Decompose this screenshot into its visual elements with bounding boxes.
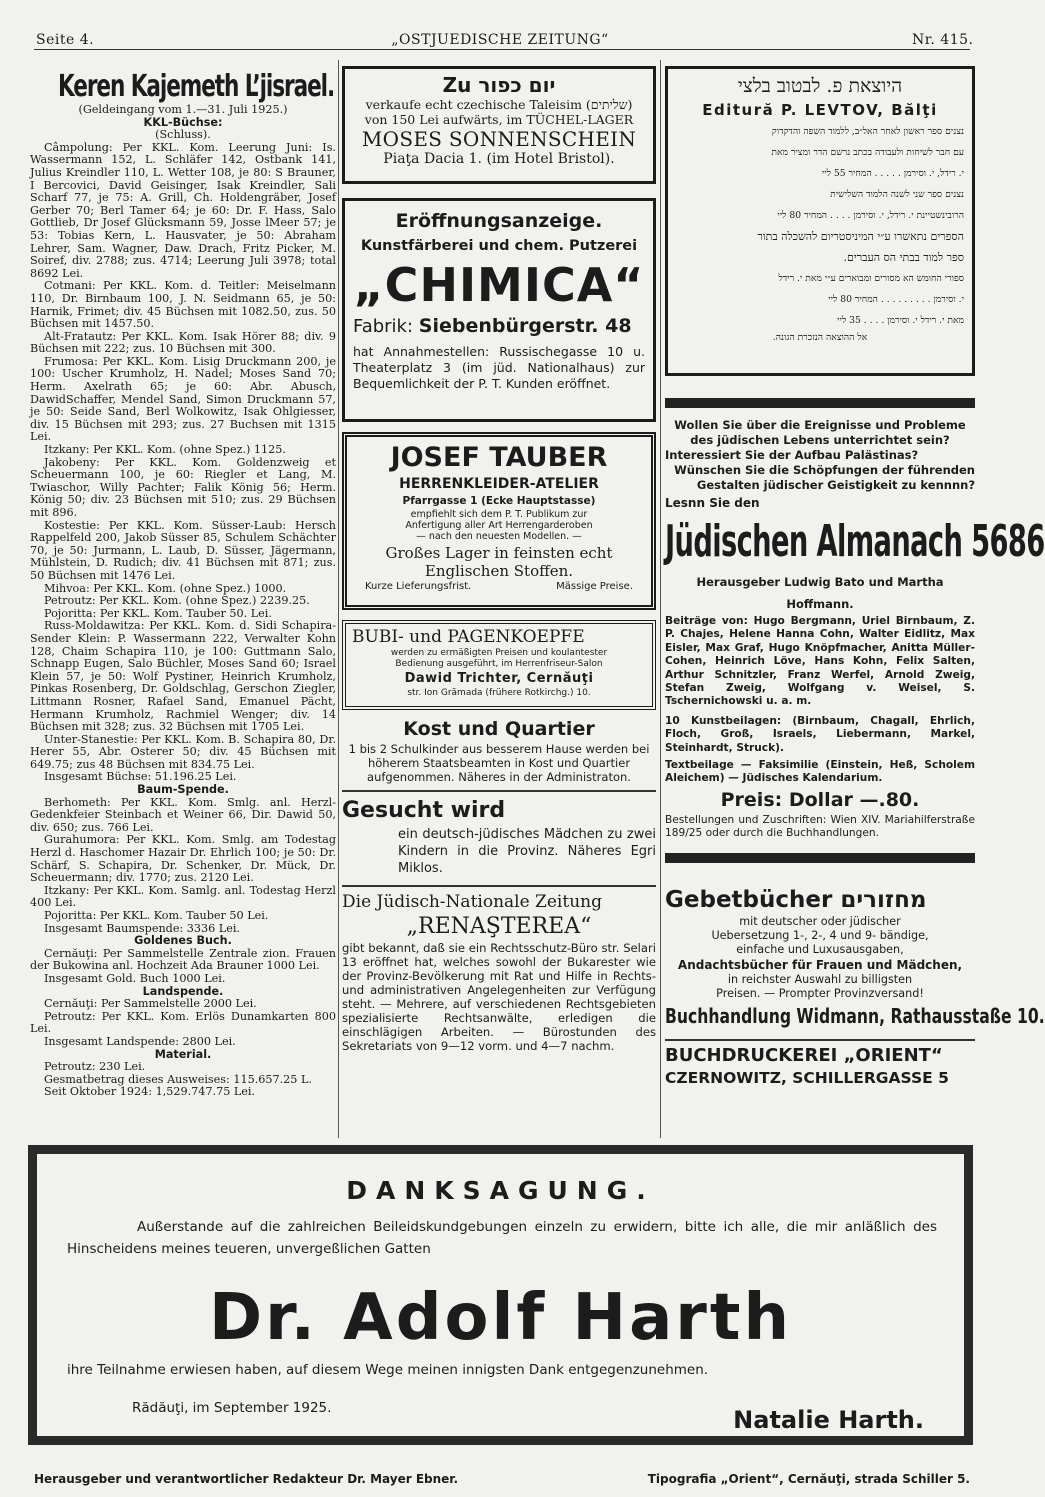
ad-line: mit deutscher oder jüdischer Uebersetzung 1-, 2-, 4 und 9- bändige, einfache und Luxusausgaben,: [711, 914, 929, 956]
section-heading: Baum-Spende.: [137, 783, 229, 797]
ad-text: Textbeilage — Faksimilie (Einstein, Heß, Scholem Aleichem) — Jüdisches Kalendarium.: [665, 759, 975, 785]
section-note: (Schluss).: [155, 128, 211, 142]
ad-title: Zu יום כפור: [442, 73, 556, 97]
ad-editors: Herausgeber Ludwig Bato und Martha Hoffmann.: [696, 575, 944, 611]
ad-line: ספורי החומש הא מסורים ומבוארים ע״י מאת י. רידל: [778, 273, 964, 284]
ad-line: י. וסירמן . . . . . . . . . המחיר 80 ליי: [828, 294, 964, 305]
ad-head: Gesucht wird: [342, 798, 506, 823]
ad-bar: [665, 853, 975, 863]
footer-printer: Tipografia „Orient“, Cernăuţi, strada Schiller 5.: [647, 1472, 970, 1486]
ad-chimica: [342, 198, 656, 422]
ad-text: ein deutsch-jüdisches Mädchen zu zwei Kindern in die Provinz. Näheres Egri Miklos.: [398, 827, 656, 876]
ad-text: 1 bis 2 Schulkinder aus besserem Hause werden bei höherem Staatsbeamten in Kost und Quartier aufgenommen. Näheres in der Administraton.: [348, 742, 650, 784]
ad-head: Die Jüdisch-Nationale Zeitung: [342, 892, 602, 912]
ad-line: Andachtsbücher für Frauen und Mädchen,: [677, 957, 963, 972]
column-rule: [338, 60, 339, 1138]
ad-kost: [342, 716, 656, 784]
ad-address: Pfarrgasse 1 (Ecke Hauptstasse): [402, 495, 596, 507]
ad-line: empfiehlt sich dem P. T. Publikum zur: [410, 509, 588, 520]
ad-line: BUCHDRUCKEREI „ORIENT“: [665, 1044, 943, 1066]
ad-brand: „CHIMICA“: [353, 258, 645, 312]
report-paragraph: Petroutz: 230 Lei.: [44, 1060, 146, 1074]
report-paragraph: Insgesamt Baumspende: 3336 Lei.: [44, 921, 240, 935]
ad-line: י. רידל, י. וסירמן . . . . . המחיר 55 ליי: [821, 168, 964, 179]
ad-contributors: Beiträge von: Hugo Bergmann, Uriel Birnbaum, Z. P. Chajes, Helene Hanna Cohn, Walter Eidlitz, Max Eisler, Max Graf, Hugo Knöpfmacher, Anitta Müller-Cohen, Heinrich Löve, Hans Kohn, Felix Salten, Arthur Schnitzler, Franz Werfel, Arnold Zweig, Stefan Zweig, Wolfgang v. Weisel, S. Tschernichowski u. a. m.: [665, 615, 975, 708]
ad-address: Piaţa Dacia 1. (im Hotel Bristol).: [383, 151, 615, 167]
ads-right-column: [665, 66, 1045, 1089]
report-paragraph: Pojoritta: Per KKL. Kom. Tauber 50 Lei.: [44, 909, 269, 922]
report-paragraph: Alt-Fratautz: Per KKL. Kom. Isak Hörer 88; div. 9 Büchsen mit 222; zus. 10 Büchsen mit 300.: [30, 329, 336, 356]
kkl-title: Keren Kajemeth L’jisrael.: [58, 69, 335, 104]
section-heading: Goldenes Buch.: [134, 934, 232, 948]
danksagung-notice: [28, 1145, 973, 1445]
ad-yomkippur: [342, 66, 656, 184]
factory-label: Fabrik:: [353, 316, 414, 337]
report-paragraph: Insgesamt Gold. Buch 1000 Lei.: [44, 971, 226, 985]
report-paragraph: Unter-Stanestie: Per KKL. Kom. B. Schapira 80, Dr. Herer 55, Abr. Osterer 50; div. 45 Büchsen mit 649.75; zus 48 Büchsen mit 834.75 Lei.: [30, 732, 336, 771]
notice-place: Rădăuţi, im September 1925.: [132, 1400, 332, 1416]
ad-renasterea: [342, 891, 656, 1053]
ads-middle-column: [342, 66, 656, 1053]
ad-lead: Lesnn Sie den: [665, 496, 760, 510]
report-paragraph: Itzkany: Per KKL. Kom. Samlg. anl. Todestag Herzl 400 Lei.: [30, 883, 336, 910]
report-paragraph: Petroutz: Per KKL. Kom. (ohne Spez.) 2239.25.: [44, 594, 310, 608]
page-number: Seite 4.: [36, 32, 95, 48]
notice-title: DANKSAGUNG.: [346, 1176, 655, 1205]
issue-number: Nr. 415.: [912, 32, 974, 48]
ad-left: Kurze Lieferungsfrist.: [365, 581, 472, 592]
ad-line: הספרים נתאשרו ע״י המיניסטריום להשכלה בתור: [757, 230, 964, 243]
ad-name: „RENAŞTEREA“: [406, 914, 592, 939]
ad-name: Dawid Trichter, Cernăuţi: [404, 671, 594, 686]
report-paragraph: Câmpolung: Per KKL. Kom. Leerung Juni: Is. Wassermann 152, L. Schläfer 142, Ostbank 141, Julius Kreindler 110, L. Wetter 108, je 80: S Brauner, I Bercovici, David Geisinger, Isak Kreindler, Sali Scharf 77, je 75: A. Grill, Ch. Holdengräber, Josef Gerber 70; Berl Tamer 64; je 60: Dr. F. Hass, Salo Gottlieb, Dr Josef Glücksmann 59, Josse lMeer 57; je 53: Tobias Kern, L. Hausvater, je 50: Abraham Lehrer, Sam. Wagner, Daw. Drach, Fritz Picker, M. Soiref, div. 2788; zus. 4714; Leerung Juli 3978; total 8692 Lei.: [30, 140, 336, 280]
ad-line: Anfertigung aller Art Herrengarderoben: [405, 520, 593, 531]
report-paragraph: Itzkany: Per KKL. Kom. (ohne Spez.) 1125.: [44, 443, 286, 457]
ad-line: נצנים ספר ראשון לאחר האל״ב, ללמוד השפה והדקדוק: [771, 126, 964, 137]
header-rule: [34, 49, 970, 50]
ad-orient: [665, 1045, 975, 1089]
almanach-title: Jüdischen Almanach 5686: [665, 516, 1045, 567]
ad-bar: [665, 398, 975, 408]
notice-text: ihre Teilnahme erwiesen haben, auf diesem Wege meinen innigsten Dank entgegenzunehmen.: [67, 1362, 709, 1378]
ad-footer: אל ההוצאה הנזכרת הגונה.: [772, 332, 868, 343]
ad-head: Kost und Quartier: [403, 718, 595, 740]
column-rule: [660, 60, 661, 1138]
ad-bubi: [342, 620, 656, 710]
ad-name: JOSEF TAUBER: [390, 442, 608, 473]
ad-line: Großes Lager in feinsten echt: [385, 544, 613, 562]
ad-art: 10 Kunstbeilagen: (Birnbaum, Chagall, Ehrlich, Floch, Groß, Israels, Liebermann, Markel, Steinhardt, Struck).: [665, 714, 975, 754]
ad-head: Gebetbücher מחזורים: [665, 886, 927, 913]
ad-rule: [665, 1039, 975, 1041]
ad-head: BUBI- und PAGENKOEPFE: [352, 627, 585, 647]
ad-text: gibt bekannt, daß sie ein Rechtsschutz-Büro str. Selari 13 eröffnet hat, welches sowohl der Bukarester wie der Provinz-Bevölkerung mit Rat und Hilfe in Rechts- und administrativen Angelegenheiten zur Verfügung steht. — Mehrere, auf verschiedenen Rechtsgebieten spezialisierte Rechtsanwälte, erledigen die einschlägigen Arbeiten. — Bürostunden des Sekretariats von 9—12 vorm. und 4—7 nachm.: [342, 941, 656, 1053]
ad-order: Bestellungen und Zuschriften: Wien XIV. Mariahilferstraße 189/25 oder durch die Buchhandlungen.: [665, 813, 975, 840]
ad-text: hat Annahmestellen: Russischegasse 10 u. Theaterplatz 3 (im jüd. Nationalhaus) zur Bequemlichkeit der P. T. Kunden eröffnet.: [353, 344, 645, 391]
report-paragraph: Berhometh: Per KKL. Kom. Smlg. anl. Herzl-Gedenkfeier Steinbach et Weiner 66, Dir. Dawid 50, div. 650; zus. 766 Lei.: [30, 795, 336, 834]
ad-factory: [353, 313, 645, 340]
report-paragraph: Mihvoa: Per KKL. Kom. (ohne Spez.) 1000.: [44, 581, 287, 595]
factory-address: Siebenbürgerstr. 48: [418, 315, 632, 337]
notice-text: Außerstande auf die zahlreichen Beileidskundgebungen einzeln zu erwidern, bitte ich alle, die mir anläßlich des Hinscheidens meines teueren, unvergeßlichen Gatten: [67, 1219, 937, 1257]
ad-line: werden zu ermäßigten Preisen und koulantester: [390, 648, 608, 658]
report-paragraph: Cernăuţi: Per Sammelstelle 2000 Lei.: [44, 997, 257, 1011]
section-heading: Landspende.: [142, 984, 224, 998]
footer-editor: Herausgeber und verantwortlicher Redakteur Dr. Mayer Ebner.: [34, 1472, 459, 1486]
ad-address: str. Ion Grămada (frühere Rotkirchg.) 10.: [407, 688, 591, 698]
ad-gesucht: [342, 796, 656, 877]
ad-question: Interessiert Sie der Aufbau Palästinas?: [665, 448, 919, 462]
ad-hebrew-head: היוצאת פ. לבטוב בלצי: [737, 75, 903, 97]
ad-name: MOSES SONNENSCHEIN: [361, 127, 637, 151]
ad-gebet: [665, 885, 1045, 1031]
kkl-subtitle: (Geldeingang vom 1.—31. Juli 1925.): [78, 103, 288, 116]
ad-head: Eröffnungsanzeige.: [395, 210, 603, 232]
section-heading: Material.: [154, 1047, 212, 1061]
report-paragraph: Cotmani: Per KKL. Kom. d. Teitler: Meiselmann 110, Dr. Birnbaum 100, J. N. Seidmann 65, je 50: Harnik, Frimet; div. 45 Büchsen mit 1082.50, zus. 50 Büchsen mit 1457.50.: [30, 279, 336, 331]
ad-sub: HERRENKLEIDER-ATELIER: [399, 476, 599, 492]
deceased-name: Dr. Adolf Harth: [209, 1281, 792, 1355]
ad-line: Englischen Stoffen.: [424, 562, 574, 580]
ad-line: in reichster Auswahl zu billigsten Preisen. — Prompter Provinzversand!: [716, 972, 924, 1000]
ad-line: CZERNOWITZ, SCHILLERGASSE 5: [665, 1068, 949, 1087]
ad-line: — nach den neuesten Modellen. —: [416, 531, 582, 542]
ad-shop: Buchhandlung Widmann, Rathausstaße 10.: [665, 1003, 1045, 1028]
newspaper-title: „OSTJUEDISCHE ZEITUNG“: [391, 32, 609, 48]
ad-tauber: [342, 432, 656, 610]
report-paragraph: Petroutz: Per KKL. Kom. Erlös Dunamkarten 800 Lei.: [30, 1009, 336, 1036]
notice-signature: Natalie Harth.: [733, 1406, 924, 1434]
ad-question: Wünschen Sie die Schöpfungen der führenden Gestalten jüdischer Geistigkeit zu kennnn?: [674, 463, 975, 492]
ad-line: עם חבר לשיחות ולעבודה בכתב נרשם הדר ומציר מאת: [771, 147, 964, 158]
report-paragraph: Kostestie: Per KKL. Kom. Süsser-Laub: Hersch Rappelfeld 200, Jakob Süsser 85, Schulem Schächter 70, je 50: Jurmann, L. Laub, D. Süsser, Jägermann, Mühlstein, D. Rudich; div. 41 Büchsen mit 871; zus. 50 Büchsen mit 1476 Lei.: [30, 518, 336, 582]
ad-footer: [355, 580, 643, 594]
ad-line: verkaufe echt czechische Taleisim (שליתים): [365, 97, 633, 112]
ad-almanach: [665, 418, 1045, 841]
ad-sub: Kunstfärberei und chem. Putzerei: [360, 238, 638, 254]
ad-line: הרובינשטיינת י. רידל, י. וסירמן . . . . המחיר 80 ליי: [777, 210, 964, 221]
ad-line: נצנים ספר שני לשנה הלמוד השלישית: [830, 189, 964, 200]
report-paragraph: Pojoritta: Per KKL. Kom. Tauber 50. Lei.: [44, 606, 272, 620]
report-paragraph: Insgesamt Büchse: 51.196.25 Lei.: [44, 770, 237, 784]
ad-levtov: [665, 66, 975, 376]
ad-price: Preis: Dollar —.80.: [720, 788, 920, 811]
report-paragraph: Frumosa: Per KKL. Kom. Lisig Druckmann 200, je 100: Uscher Krumholz, H. Nadel; Moses Sand 70; Herm. Axelrath 65; je 60: Abr. Abusch, DawidSchaffer, Mendel Sand, Simon Druckmann 57, je 50: Seide Sand, Berl Wolkowitz, Isak Ohlgiesser, div. 15 Büchsen mit 293; zus. 27 Buchsen mit 1315 Lei.: [30, 354, 336, 444]
ad-question: Wollen Sie über die Ereignisse und Probleme des jüdischen Lebens unterrichtet sein?: [674, 418, 966, 447]
ad-rule: [342, 790, 656, 792]
ad-line: ספר למוד בבתי הס העברים.: [843, 251, 964, 264]
report-paragraph: Insgesamt Landspende: 2800 Lei.: [44, 1034, 236, 1048]
report-paragraph: Seit Oktober 1924: 1,529.747.75 Lei.: [44, 1085, 256, 1099]
section-heading: KKL-Büchse:: [143, 115, 223, 129]
report-paragraph: Jakobeny: Per KKL. Kom. Goldenzweig et Scheuermann 100, je 60: Riegler et Lang, M. Twiaschor, Willy Pachter; Falik König 56; Herm. König 50; div. 23 Büchsen mit 510; zus. 29 Büchsen mit 896.: [30, 455, 336, 519]
ad-right: Mässige Preise.: [556, 581, 633, 592]
ad-rule: [342, 885, 656, 887]
ad-line: von 150 Lei aufwärts, im TÜCHEL-LAGER: [364, 112, 634, 127]
report-paragraph: Russ-Moldawitza: Per KKL. Kom. d. Sidi Schapira-Sender Klein: P. Wassermann 222, Verwalter Kohn 128, Chaim Schapira 110, je 100: Guttmann Salo, Schnapp Eugen, Salo Büchler, Moses Sand 60; Israel Klein 57, je 50: Wolf Pystiner, Heinrich Krumholz, Pinkas Rosenberg, Dr. Goldschlag, Gerschon Ziegler, Littmann Rosner, Rafael Sand, Emanuel Pächt, Hermann Krumholz, Rachmiel Wenger; div. 14 Büchsen mit 328; zus. 32 Büchsen mit 1705 Lei.: [30, 619, 336, 734]
report-paragraph: Gurahumora: Per KKL. Kom. Smlg. am Todestag Herzl d. Haschomer Hazair Dr. Ehrlich 100; je 50: Dr. Schärf, S. Schapira, Dr. Schenker, Dr. Mück, Dr. Scheuermann; div. 1770; zus. 2120 Lei.: [30, 833, 336, 885]
ad-line: מאת י. רידל י. וסירמן . . . . 35 ליי: [837, 315, 964, 326]
kkl-report-column: [30, 70, 336, 1099]
ad-line: Bedienung ausgeführt, im Herrenfriseur-Salon: [395, 659, 603, 669]
ad-name: Editură P. LEVTOV, Bălţi: [702, 101, 938, 119]
report-paragraph: Gesmatbetrag dieses Ausweises: 115.657.25 L.: [44, 1072, 312, 1086]
report-paragraph: Cernăuţi: Per Sammelstelle Zentrale zion. Frauen der Bukowina anl. Hochzeit Ada Brauner 1000 Lei.: [30, 946, 336, 973]
